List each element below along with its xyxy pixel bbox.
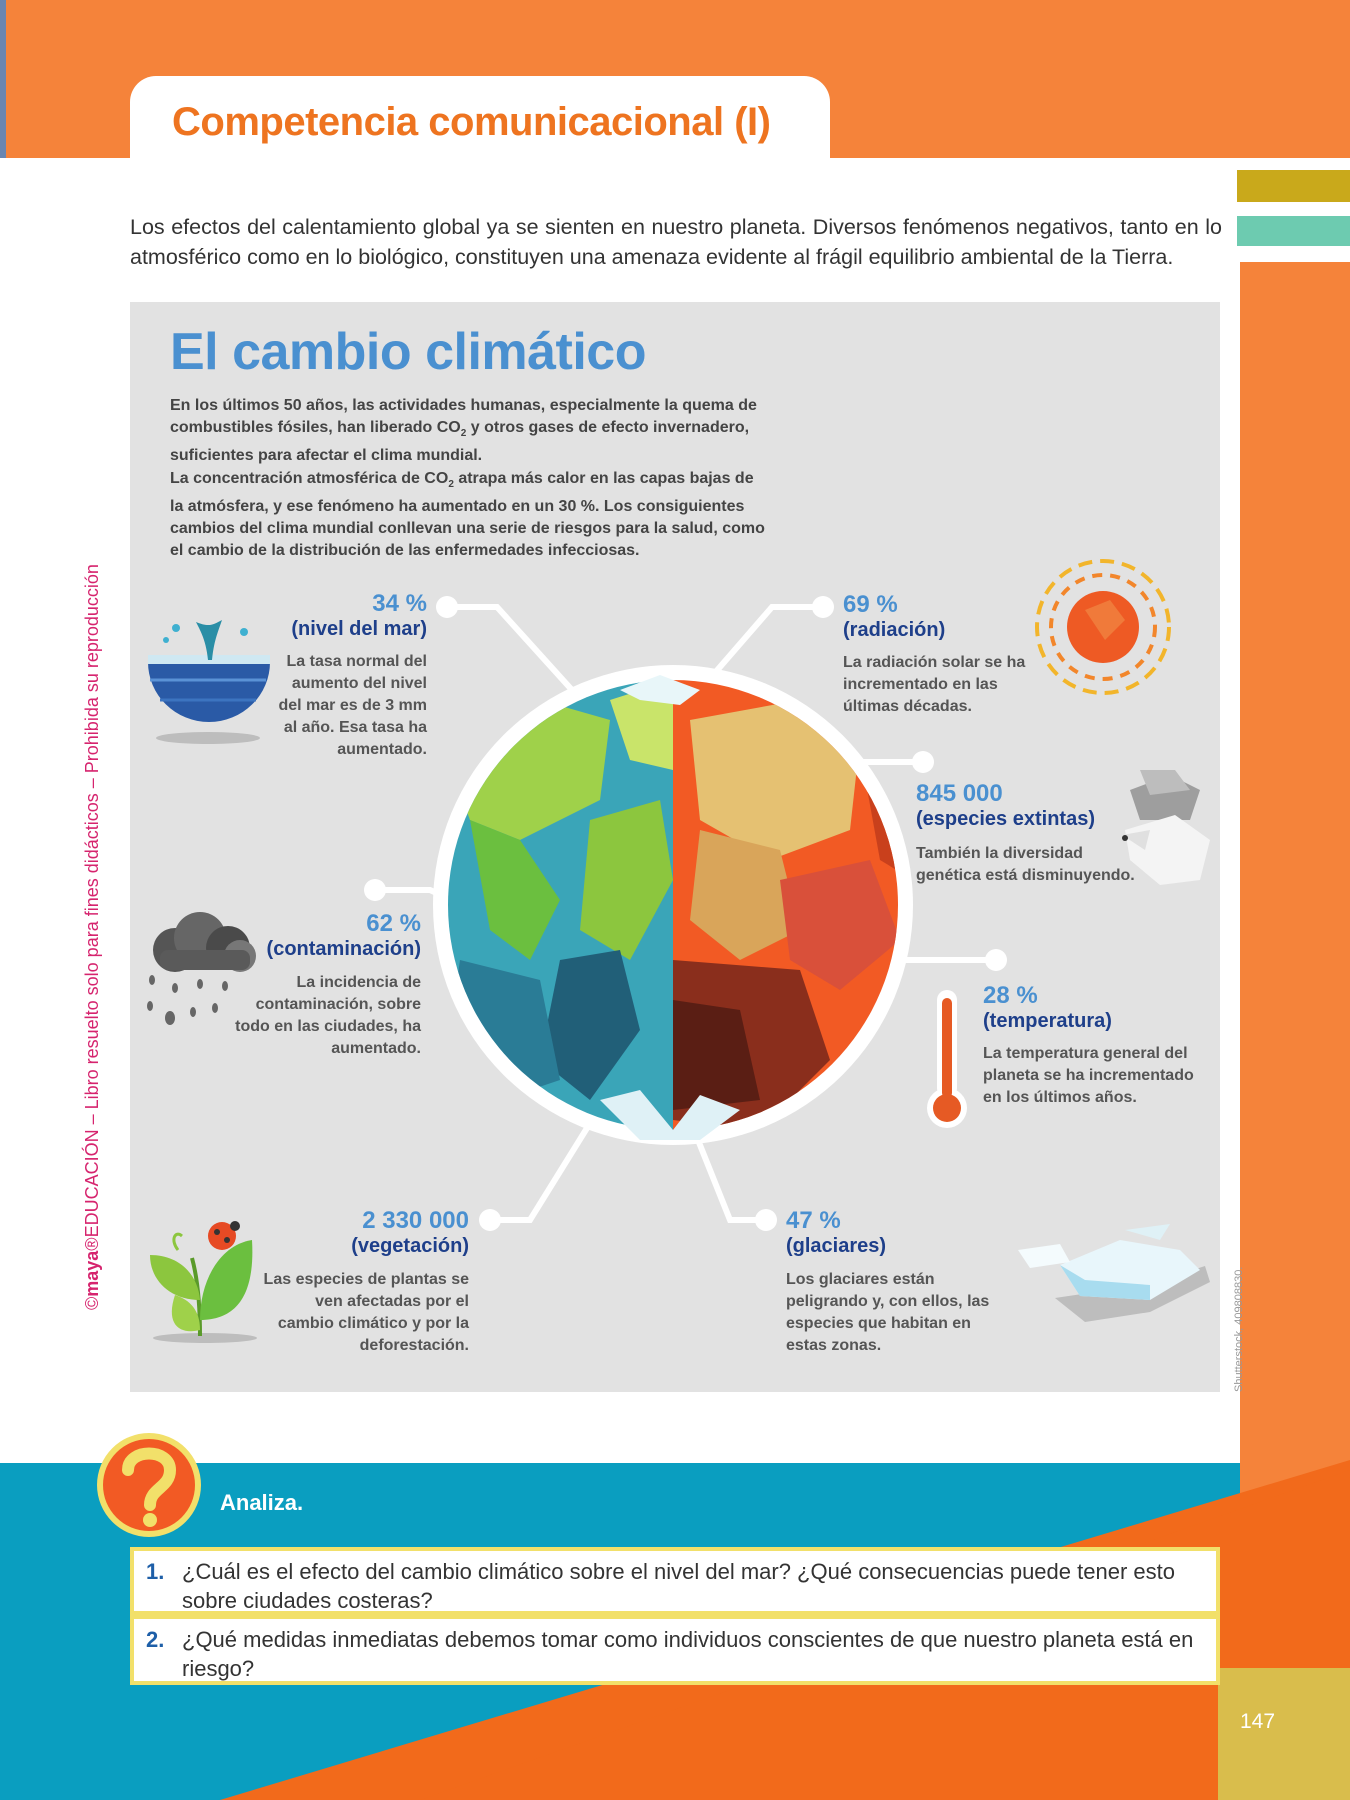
- stat-desc: También la diversidad genética está disminuyendo.: [916, 845, 1135, 884]
- infographic-paragraph-2: La concentración atmosférica de $CO_2$ atrapa más calor en las capas bajas de la atmósfera, y ese fenómeno ha aumentado en un 30 %. Los consiguientes cambios del clima mundial conllevan una serie de riesgos para la salud, como el cambio de la distribución de las enfermedades infecciosas.: [170, 470, 765, 560]
- globe-icon: [433, 665, 913, 1145]
- question-text: ¿Qué medidas inmediatas debemos tomar como individuos conscientes de que nuestro planeta está en riesgo?: [182, 1627, 1194, 1681]
- question-text: ¿Cuál es el efecto del cambio climático sobre el nivel del mar? ¿Qué consecuencias puede tener esto sobre ciudades costeras?: [182, 1559, 1175, 1613]
- stat-value: 845 000: [916, 780, 1003, 807]
- activity-heading: Analiza.: [220, 1490, 304, 1515]
- stat-species: [916, 780, 1176, 831]
- stat-label: (glaciares): [786, 1235, 887, 1257]
- stat-label: (radiación): [843, 619, 946, 641]
- glacier-icon: [1018, 1224, 1210, 1322]
- stat-vegetation: [300, 1207, 469, 1258]
- stat-pollution: [230, 910, 421, 961]
- stat-glaciers: [786, 1207, 1016, 1258]
- stat-temperature: [983, 982, 1203, 1033]
- stat-desc: La radiación solar se ha incrementado en las últimas décadas.: [843, 654, 1026, 715]
- question-number: 2.: [146, 1627, 165, 1652]
- stat-value: 2 330 000: [362, 1207, 469, 1234]
- intro-paragraph: Los efectos del calentamiento global ya se sienten en nuestro planeta. Diversos fenómenos negativos, tanto en lo atmosférico como en lo biológico, constituyen una amenaza evidente al frágil equilibrio ambiental de la Tierra.: [130, 215, 1222, 269]
- stat-desc: La tasa normal del aumento del nivel del mar es de 3 mm al año. Esa tasa ha aumentado.: [278, 653, 427, 758]
- plant-ladybug-icon: [150, 1221, 257, 1343]
- question-2: [130, 1615, 1220, 1685]
- image-credit: Shutterstock, 409808830.: [1233, 1266, 1245, 1392]
- question-1: [130, 1547, 1220, 1615]
- sun-icon: [1037, 561, 1169, 693]
- stat-desc: Los glaciares están peligrando y, con ellos, las especies que habitan en estas zonas.: [786, 1271, 990, 1354]
- infographic-title: El cambio climático: [170, 323, 646, 381]
- stat-desc: Las especies de plantas se ven afectadas por el cambio climático y por la deforestación.: [263, 1271, 469, 1354]
- thermometer-icon: [927, 990, 967, 1128]
- stat-radiation: [843, 591, 1043, 642]
- infographic-paragraph-1: En los últimos 50 años, las actividades humanas, especialmente la quema de combustibles fósiles, han liberado $CO_2$ y otros gases de efecto invernadero, suficientes para afectar el clima mundial.: [170, 397, 757, 465]
- stat-value: 47 %: [786, 1207, 841, 1234]
- stat-desc: La temperatura general del planeta se ha incrementado en los últimos años.: [983, 1045, 1194, 1106]
- stat-value: 28 %: [983, 982, 1038, 1009]
- stat-desc: La incidencia de contaminación, sobre todo en las ciudades, ha aumentado.: [235, 974, 421, 1057]
- stat-value: 69 %: [843, 591, 898, 618]
- stat-label: (nivel del mar): [291, 618, 427, 640]
- question-mark-icon: [97, 1433, 201, 1537]
- stat-label: (contaminación): [266, 938, 421, 960]
- stat-value: 34 %: [372, 590, 427, 617]
- stat-value: 62 %: [366, 910, 421, 937]
- stat-sea-level: [250, 590, 427, 641]
- question-number: 1.: [146, 1559, 165, 1584]
- stat-label: (temperatura): [983, 1010, 1112, 1032]
- page-title: Competencia comunicacional (I): [172, 100, 771, 144]
- side-copyright-text: ©maya®EDUCACIÓN – Libro resuelto solo para fines didácticos – Prohibida su reproducción: [82, 564, 102, 1310]
- page-number: 147: [1240, 1710, 1276, 1733]
- stat-label: (especies extintas): [916, 808, 1095, 830]
- stat-label: (vegetación): [351, 1235, 469, 1257]
